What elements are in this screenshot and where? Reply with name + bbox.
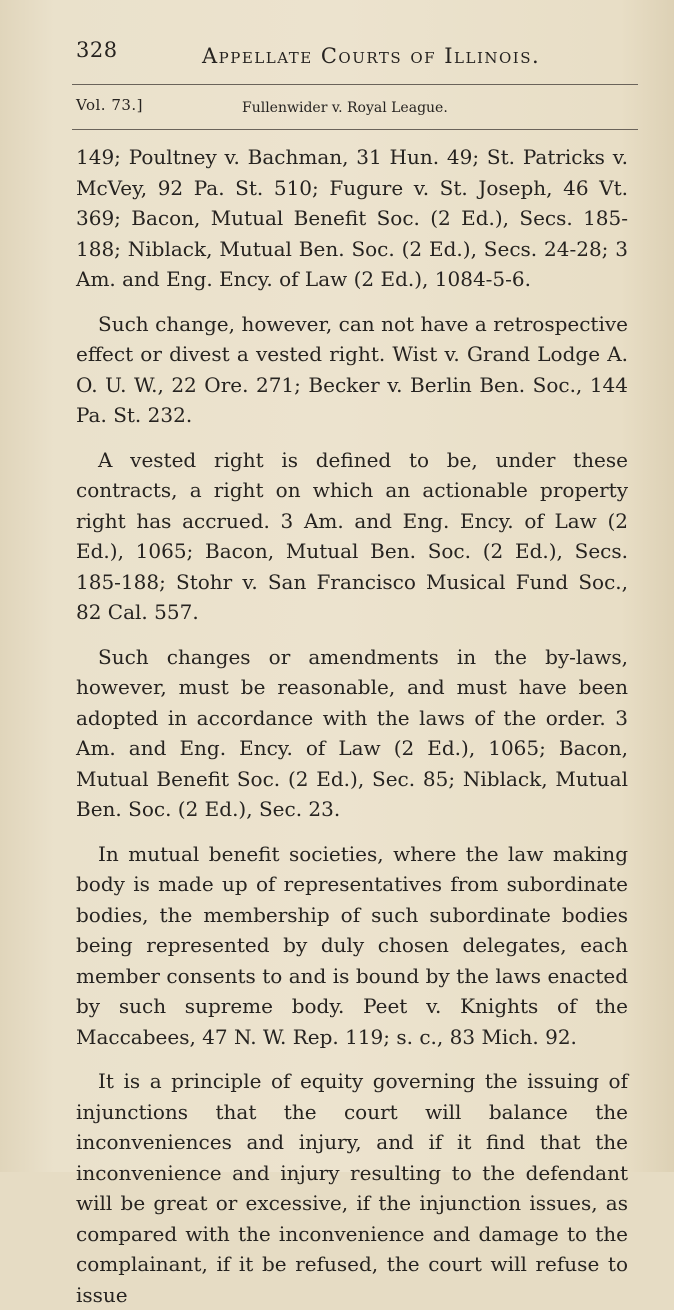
page-header (62, 38, 628, 78)
paragraph-vested-right: A vested right is defined to be, under these contracts, a right on which an actionable property right has accrued. 3 Am. and Eng. Ency. of Law (2 Ed.), 1065; Bacon, Mutual Ben. Soc. (2 Ed.), Secs. 185-188; Stohr v. San Francisco Musical Fund Soc., 82 Cal. 557. (76, 447, 628, 624)
header-rule-bottom (72, 129, 638, 130)
case-name: Fullenwider v. Royal League. (242, 100, 448, 116)
body-text (62, 142, 628, 1310)
paragraph-equity-injunctions: It is a principle of equity governing the issuing of injunctions that the court will balance the inconveniences and injury, and if it find that the inconvenience and injury resulting to the defendant will be great or excessive, if the injunction issues, as compared with the inconvenience and damage to the complainant, if it be refused, the court will refuse to issue (76, 1069, 628, 1307)
paragraph-citations: 149; Poultney v. Bachman, 31 Hun. 49; St. Patricks v. McVey, 92 Pa. St. 510; Fugure v. St. Joseph, 46 Vt. 369; Bacon, Mutual Benefit Soc. (2 Ed.), Secs. 185-188; Niblack, Mutual Ben. Soc. (2 Ed.), Secs. 24-28; 3 Am. and Eng. Ency. of Law (2 Ed.), 1084-5-6. (76, 145, 628, 291)
volume-label: Vol. 73.] (76, 96, 144, 114)
running-title: Appellate Courts of Illinois. (202, 44, 541, 68)
paragraph-mutual-benefit-societies: In mutual benefit societies, where the law making body is made up of representatives from subordinate bodies, the membership of such subordinate bodies being represented by duly chosen delegates, each member consents to and is bound by the laws enacted by such supreme body. Peet v. Knights of the Maccabees, 47 N. W. Rep. 119; s. c., 83 Mich. 92. (76, 841, 628, 1049)
paragraph-retrospective-effect: Such change, however, can not have a retrospective effect or divest a vested right. Wist v. Grand Lodge A. O. U. W., 22 Ore. 271; Becker v. Berlin Ben. Soc., 144 Pa. St. 232. (76, 311, 628, 427)
page-number: 328 (76, 38, 118, 62)
paragraph-by-law-amendments: Such changes or amendments in the by-laws, however, must be reasonable, and must have been adopted in accordance with the laws of the order. 3 Am. and Eng. Ency. of Law (2 Ed.), 1065; Bacon, Mutual Benefit Soc. (2 Ed.), Sec. 85; Niblack, Mutual Ben. Soc. (2 Ed.), Sec. 23. (76, 644, 628, 821)
header-rule-top (72, 84, 638, 85)
case-subheader (62, 84, 628, 130)
